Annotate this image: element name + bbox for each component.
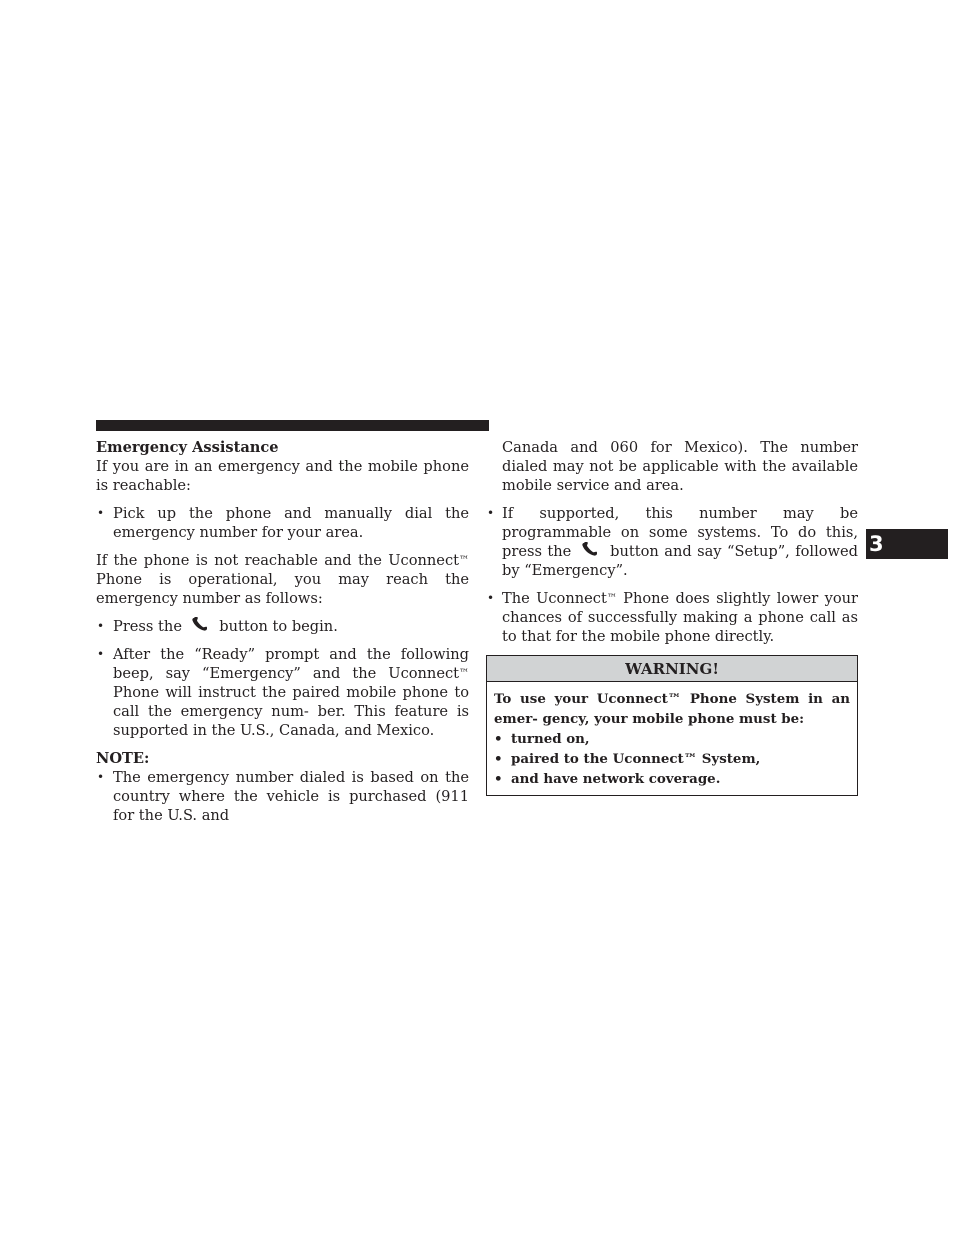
bullet-pick-up-phone: • Pick up the phone and manually dial the emergency number for your area.: [96, 504, 469, 542]
warning-item: • paired to the Uconnect™ System,: [494, 749, 850, 769]
intro-paragraph: If you are in an emergency and the mobile phone is reachable:: [96, 458, 469, 494]
warning-title: WARNING!: [487, 656, 857, 682]
bullet-lower-chances: • The Uconnect™ Phone does slightly lower your chances of successfully making a phone call as to that for the mobile phone directly.: [486, 589, 858, 646]
warning-item: • turned on,: [494, 729, 850, 749]
phone-icon: [187, 618, 215, 632]
bullet-press-button: • Press the button to begin.: [96, 617, 469, 636]
emergency-assistance-heading: Emergency Assistance: [96, 439, 279, 456]
warning-intro: To use your Uconnect™ Phone System in an emer- gency, your mobile phone must be:: [494, 691, 850, 727]
phone-operational-paragraph: If the phone is not reachable and the Uconnect™ Phone is operational, you may reach the emergency number as follows:: [96, 552, 469, 607]
left-column: [96, 438, 469, 825]
warning-box: [486, 655, 858, 796]
section-rule: [96, 420, 489, 431]
bullet-emergency-number: • The emergency number dialed is based on the country where the vehicle is purchased (911 for the U.S. and: [96, 768, 469, 825]
phone-icon: [577, 543, 605, 557]
note-label: NOTE:: [96, 750, 150, 767]
warning-item: • and have network coverage.: [494, 769, 850, 789]
section-tab: 3: [866, 529, 948, 559]
bullet-ready-prompt: • After the “Ready” prompt and the following beep, say “Emergency” and the Uconnect™ Phone will instruct the paired mobile phone to call the emergency num- ber. This feature is supported in the U.S., Canada, and Mexico.: [96, 645, 469, 740]
bullet-programmable: • If supported, this number may be programmable on some systems. To do this, press the button and say “Setup”, followed by “Emergency”.: [486, 504, 858, 580]
warning-body: [487, 682, 857, 795]
bullet-continuation: Canada and 060 for Mexico). The number dialed may not be applicable with the available mobile service and area.: [502, 439, 858, 494]
right-column: [486, 438, 858, 796]
